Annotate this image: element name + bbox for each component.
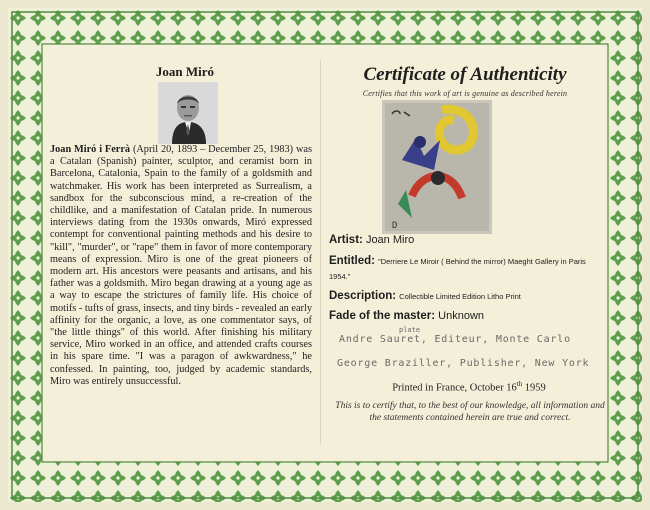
fade-row xyxy=(329,310,609,322)
artist-name-heading: Joan Miró xyxy=(155,64,215,79)
bio-full-name: Joan Miró i Ferrà xyxy=(50,144,131,155)
certificate-subtitle: Certifies that this work of art is genuine as described herein xyxy=(362,89,568,98)
fade-value: Unknown xyxy=(438,310,484,322)
description-label: Description: xyxy=(329,290,397,302)
certification-statement: This is to certify that, to the best of our knowledge, all information and the statements contained herein are true and correct. xyxy=(335,401,605,423)
handwritten-plate-note: plate xyxy=(399,326,421,334)
printed-date xyxy=(329,380,609,394)
artist-label: Artist: xyxy=(329,234,363,246)
certificate-title: Certificate of Authenticity xyxy=(363,64,567,85)
description-value: Collectible Limited Edition Litho Print xyxy=(399,292,521,301)
handwritten-publisher-line: George Braziller, Publisher, New York xyxy=(337,358,590,369)
column-divider xyxy=(320,60,321,445)
printed-ordinal: th xyxy=(516,380,523,388)
handwritten-editor-line: Andre Sauret, Editeur, Monte Carlo xyxy=(339,334,571,345)
bio-body: (April 20, 1893 – December 25, 1983) was a Catalan (Spanish) painter, sculptor, and ceramist born in Barcelona, Catalonia, Spain to the family of a goldsmith and watchmaker. His work has been interpreted as Surrealism, a sandbox for the subconscious mind, a re-creation of the childlike, and a manifestation of Catalan pride. In numerous interviews dating from the 1930s onwards, Miró expressed contempt for conventional painting methods and his desire to "kill", "murder", or "rape" them in favor of more contemporary means of expression. Miro is one of the great pioneers of modern art. His ancestors were peasants and artisans, and his father was a goldsmith. Miro began drawing at a young age as a way to escape the strictures of family life. His choice of motifs - tufts of grass, insects, and tiny birds - revealed an early affinity for the organic, a love, as one commentator says, of "the little things" of this world. After finishing his military service, Miro worked in an office, and attended crafts courses in his spare time. "I was a paragon of awkwardness," he confessed. In painting, too, judged by academic standards, Miro was entirely unsuccessful. xyxy=(50,144,312,387)
printed-prefix: Printed in France, October 16 xyxy=(392,382,517,394)
biography-column xyxy=(50,64,312,387)
artist-row xyxy=(329,234,609,246)
svg-text:D: D xyxy=(392,221,398,231)
artwork-thumbnail xyxy=(382,100,492,234)
certificate-column xyxy=(325,62,605,423)
biography-text xyxy=(50,144,312,388)
entitled-row xyxy=(329,254,609,284)
certificate-fields xyxy=(329,234,609,423)
artist-value: Joan Miro xyxy=(365,234,415,246)
artist-portrait xyxy=(158,82,218,144)
entitled-label: Entitled: xyxy=(329,255,375,267)
printed-year: 1959 xyxy=(522,382,546,394)
entitled-value: "Derriere Le Miroir ( Behind the mirror) Maeght Gallery in Paris 1954." xyxy=(329,257,586,281)
fade-label: Fade of the master: xyxy=(329,310,436,322)
description-row xyxy=(329,290,609,302)
